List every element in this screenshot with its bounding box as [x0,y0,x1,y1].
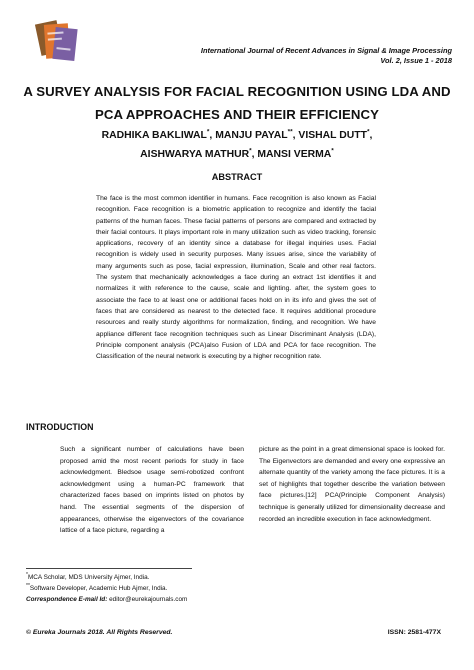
author-line-1 [20,126,454,145]
author-list [20,126,454,164]
author-affiliation-mark: * [206,128,210,136]
author-name: MANSI VERMA [257,149,332,160]
author-name: MANJU PAYAL [215,130,288,141]
abstract-heading: ABSTRACT [211,172,263,182]
introduction-left-column: Such a significant number of calculations have been proposed amid the most recent periods for study in face acknowledgment. Bledsoe usage semi-robotized confront acknowledgment using a human-PC framework that characterized faces based on imprints listed on photos by hand. The essential segments of the dispersion of appearances, otherwise the eigenvectors of the covariance lattice of a face picture, regarding a [60,446,244,535]
paper-title: A SURVEY ANALYSIS FOR FACIAL RECOGNITION USING LDA AND PCA APPROACHES AND THEIR EFFICIENCY [23,84,451,122]
journal-header [201,46,452,65]
footnotes [26,572,187,605]
author-affiliation-mark: * [366,128,370,136]
journal-name: International Journal of Recent Advances in Signal & Image Processing [200,46,452,55]
footnote-affiliation-1 [26,572,187,583]
introduction-heading: INTRODUCTION [26,422,94,432]
author-line-2 [20,145,454,164]
author-separator: , [209,130,216,141]
footnote-mark: ** [26,582,30,589]
author-name: RADHIKA BAKLIWAL [101,130,207,141]
footnote-text: Software Developer, Academic Hub Ajmer, India. [29,585,168,592]
journal-logo [35,18,81,68]
author-name: AISHWARYA MATHUR [140,149,250,160]
footnote-text: MCA Scholar, MDS University Ajmer, India. [27,574,150,581]
footer-copyright: © Eureka Journals 2018. All Rights Reserved. [26,629,173,636]
footnote-mark: * [26,571,28,578]
author-separator: , [251,149,258,160]
footer-issn: ISSN: 2581-477X [387,629,441,636]
footnote-affiliation-2 [26,583,187,594]
abstract-body: The face is the most common identifier in humans. Face recognition is also known as Facial recognition. Face recognition is a biometric application to recognize and identify the facial patterns of the human faces. These facial patterns of persons are compared and extracted by their facial contours. It plays important role in many utilization such as video tracking, forensic applications, recovery of an identity since a database for illegal inquiries uses. Facial recognition is widely used in security purposes. Many issues arise, since the variability of many arguments such as pose, facial expression, illumination, Scale and other real factors. The system that mechanically acknowledges a face during an extract 1st identifies it and normalizes it with reference to the cause, scale and lighting. after, the system goes to associate the face to at least one or additional faces hold on in its info and gives the set of faces that are considered as nearest to the detected face. It requires additional procedure resources and really sturdy algorithms for normalization, finding, and recognition. We have appliance different face recognition techniques such as Linear Discriminant Analysis (LDA), Principle component analysis (PCA)also Fusion of LDA and PCA for face recognition. The Classification of the neural network is executing by a higher recognition rate. [96,195,376,361]
author-separator: , [369,130,373,141]
journal-issue: Vol. 2, Issue 1 - 2018 [380,55,452,65]
author-affiliation-mark: * [331,147,334,155]
author-separator: , [292,130,299,141]
eureka-logo-icon [35,18,81,68]
correspondence-value[interactable]: editor@eurekajournals.com [109,596,188,603]
author-affiliation-mark: ** [287,128,293,136]
footnote-divider [26,568,192,569]
author-affiliation-mark: * [249,147,252,155]
correspondence-label: Correspondence E-mail Id: [26,596,108,603]
author-name: VISHAL DUTT [298,130,367,141]
introduction-right-column: picture as the point in a great dimensional space is looked for. The Eigenvectors are demanded and every one expressive an alternate quantity of the variety among the face pictures. It is a set of highlights that together describe the variation between face pictures.[12] PCA(Principle Component Analysis) technique is generally utilized for dimensionality decrease and recorded an incredible execution in face acknowledgment. [259,446,445,523]
correspondence-email [26,594,187,605]
